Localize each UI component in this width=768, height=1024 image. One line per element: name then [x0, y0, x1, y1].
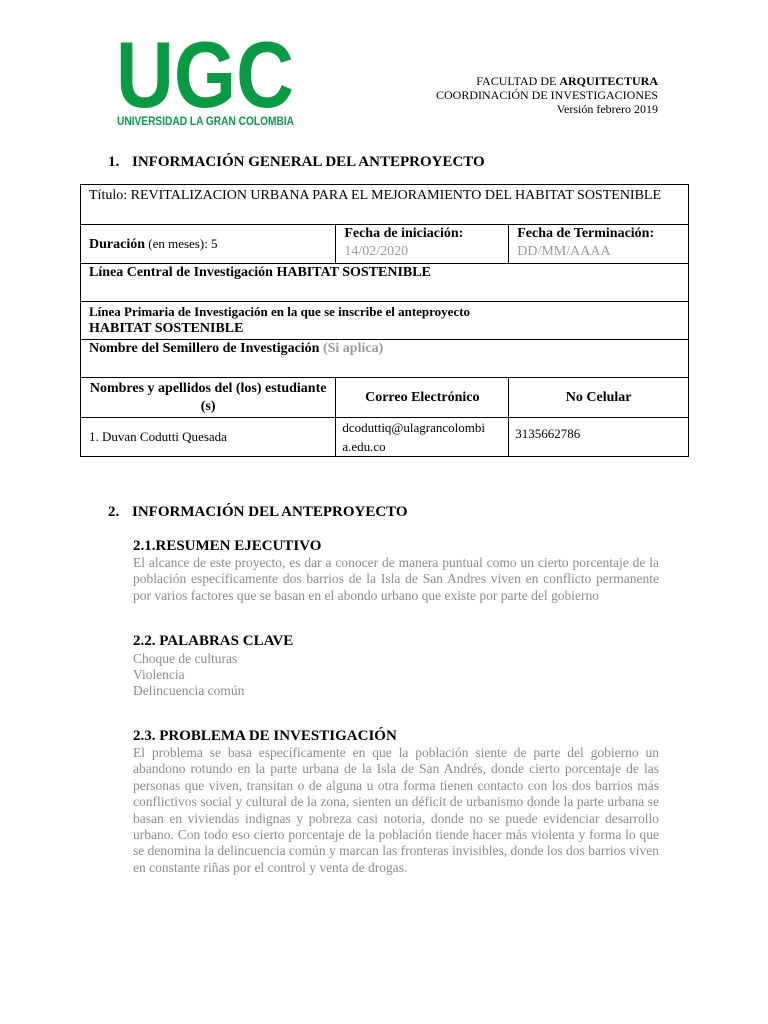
faculty-prefix: FACULTAD DE — [476, 74, 560, 88]
student-email — [336, 418, 509, 457]
primary-line-value: HABITAT SOSTENIBLE — [89, 321, 244, 336]
seedbed-label: Nombre del Semillero de Investigación — [89, 341, 323, 356]
section-1-title: INFORMACIÓN GENERAL DEL ANTEPROYECTO — [132, 154, 485, 170]
coordination-line: COORDINACIÓN DE INVESTIGACIONES — [436, 88, 658, 102]
section-1-number: 1. — [108, 154, 120, 170]
keywords-heading: 2.2. PALABRAS CLAVE — [133, 633, 294, 649]
executive-summary-heading: 2.1.RESUMEN EJECUTIVO — [133, 538, 322, 554]
faculty-line — [436, 74, 658, 88]
version-line: Versión febrero 2019 — [556, 102, 658, 116]
primary-line-row — [81, 302, 689, 340]
email-column-header: Correo Electrónico — [336, 378, 509, 418]
keyword-item: Delincuencia común — [133, 683, 245, 698]
duration-label: Duración — [89, 236, 145, 252]
end-date-value: DD/MM/AAAA — [517, 244, 611, 259]
primary-line-label: Línea Primaria de Investigación en la que se inscribe el anteproyecto — [89, 304, 471, 319]
section-2-title: INFORMACIÓN DEL ANTEPROYECTO — [132, 504, 408, 520]
start-date-value: 14/02/2020 — [344, 244, 409, 259]
section-2-heading — [108, 504, 408, 521]
student-email-line-1: dcoduttiq@ulagrancolombi — [342, 420, 485, 435]
title-label: Título: — [89, 188, 131, 203]
duration-value: (en meses): 5 — [145, 235, 218, 251]
title-value: REVITALIZACION URBANA PARA EL MEJORAMIENTO DEL HABITAT SOSTENIBLE — [130, 188, 662, 203]
student-name: 1. Duvan Codutti Quesada — [81, 418, 336, 457]
keywords-list — [133, 651, 244, 699]
start-date-label: Fecha de iniciación: — [344, 226, 464, 241]
logo-university-name: UNIVERSIDAD LA GRAN COLOMBIA — [117, 114, 295, 128]
executive-summary-text: El alcance de este proyecto, es dar a conocer de manera puntual como un cierto porcentaje de la población específicamente dos barrios de la Isla de San Andres viven en conflicto permanente por varios factores que se basan en el abondo urbano que existe por parte del gobierno — [133, 555, 659, 603]
phone-column-header: No Celular — [509, 378, 689, 418]
seedbed-hint: (Si aplica) — [322, 341, 384, 356]
student-phone: 3135662786 — [509, 418, 689, 457]
faculty-name: ARQUITECTURA — [559, 74, 658, 88]
section-1-heading — [108, 154, 485, 171]
university-logo — [116, 36, 296, 128]
student-email-line-2: a.edu.co — [342, 439, 386, 454]
logo-letters: UGC — [116, 36, 294, 127]
names-column-header: Nombres y apellidos del (los) estudiante (s) — [81, 378, 336, 418]
keyword-item: Violencia — [133, 667, 185, 682]
document-header — [436, 74, 658, 116]
general-info-table — [80, 184, 689, 457]
title-row — [81, 185, 689, 225]
keyword-item: Choque de culturas — [133, 651, 238, 666]
students-header-row — [81, 378, 689, 418]
student-row — [81, 418, 689, 457]
central-line-row — [81, 264, 689, 302]
central-line-value: HABITAT SOSTENIBLE — [276, 265, 431, 280]
central-line-label: Línea Central de Investigación — [89, 265, 277, 280]
seedbed-row — [81, 340, 689, 378]
dates-row — [81, 225, 689, 264]
section-2-number: 2. — [108, 504, 120, 520]
end-date-label: Fecha de Terminación: — [517, 226, 655, 241]
research-problem-text: El problema se basa específicamente en que la población siente de parte del gobierno un abandono rotundo en la parte urbana de la Isla de San Andrés, donde cierto porcentaje de las personas que viven, transitan o de alguna u otra forma tienen contacto con los dos barrios más conflictivos social y cultural de la zona, sienten un déficit de urbanismo donde la parte urbana se basan en viviendas indignas y pobreza casi notoria, donde no se puede evidenciar desarrollo urbano. Con todo eso cierto porcentaje de la población tiende hacer más violenta y forma lo que se denomina la delincuencia común y marcan las fronteras invisibles, donde los dos barrios viven en constante riñas por el control y venta de drogas. — [133, 745, 659, 875]
research-problem-heading: 2.3. PROBLEMA DE INVESTIGACIÓN — [133, 728, 397, 744]
